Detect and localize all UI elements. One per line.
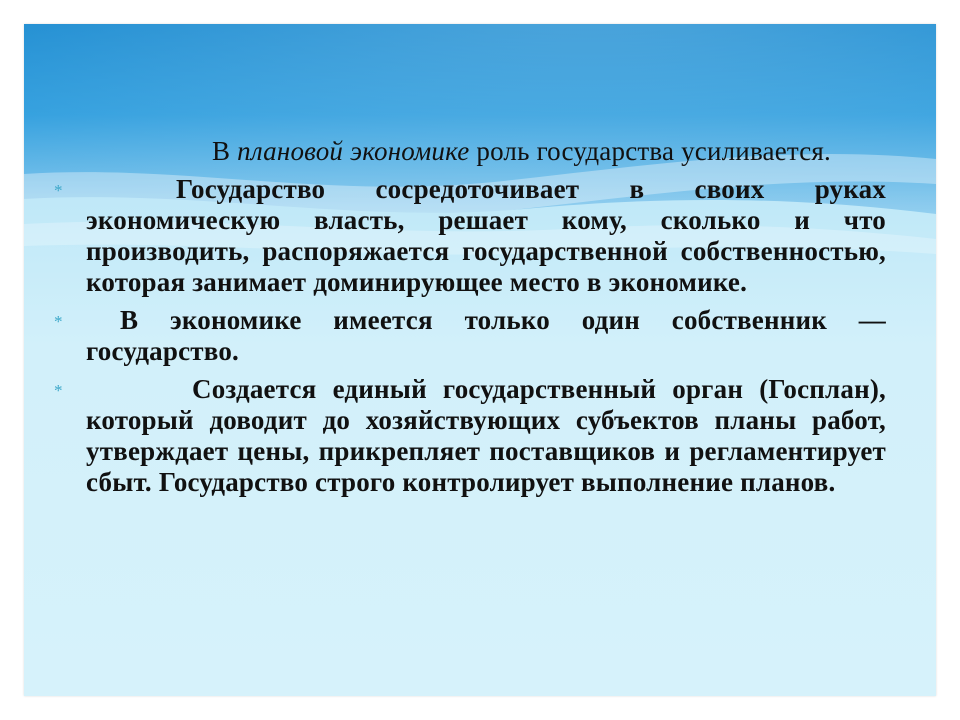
bullet-text-lead: В bbox=[212, 136, 238, 166]
asterisk-bullet-icon: * bbox=[54, 181, 63, 200]
bullet-text: Государство сосредоточивает в своих руках экономическую власть, решает кому, сколько и что производить, распоряжается государственной собственностью, которая занимает доминирующее место в экономике. bbox=[86, 174, 886, 297]
asterisk-bullet-icon: * bbox=[54, 312, 63, 331]
bullet-text: роль государства усиливается. bbox=[469, 136, 831, 166]
bullet-text: В экономике имеется только один собственник — государство. bbox=[86, 305, 886, 366]
bullet-item bbox=[54, 374, 886, 498]
bullet-text-italic: плановой экономике bbox=[237, 136, 470, 166]
bullet-list bbox=[54, 136, 886, 505]
asterisk-bullet-icon: * bbox=[54, 381, 63, 400]
bullet-item bbox=[54, 174, 886, 298]
bullet-item bbox=[86, 136, 886, 167]
bullet-text: Создается единый государственный орган (Госплан), который доводит до хозяйствующих субъектов планы работ, утверждает цены, прикрепляет поставщиков и регламентирует сбыт. Государство строго контролирует выполнение планов. bbox=[86, 374, 886, 497]
slide bbox=[24, 24, 936, 696]
bullet-item bbox=[54, 305, 886, 367]
